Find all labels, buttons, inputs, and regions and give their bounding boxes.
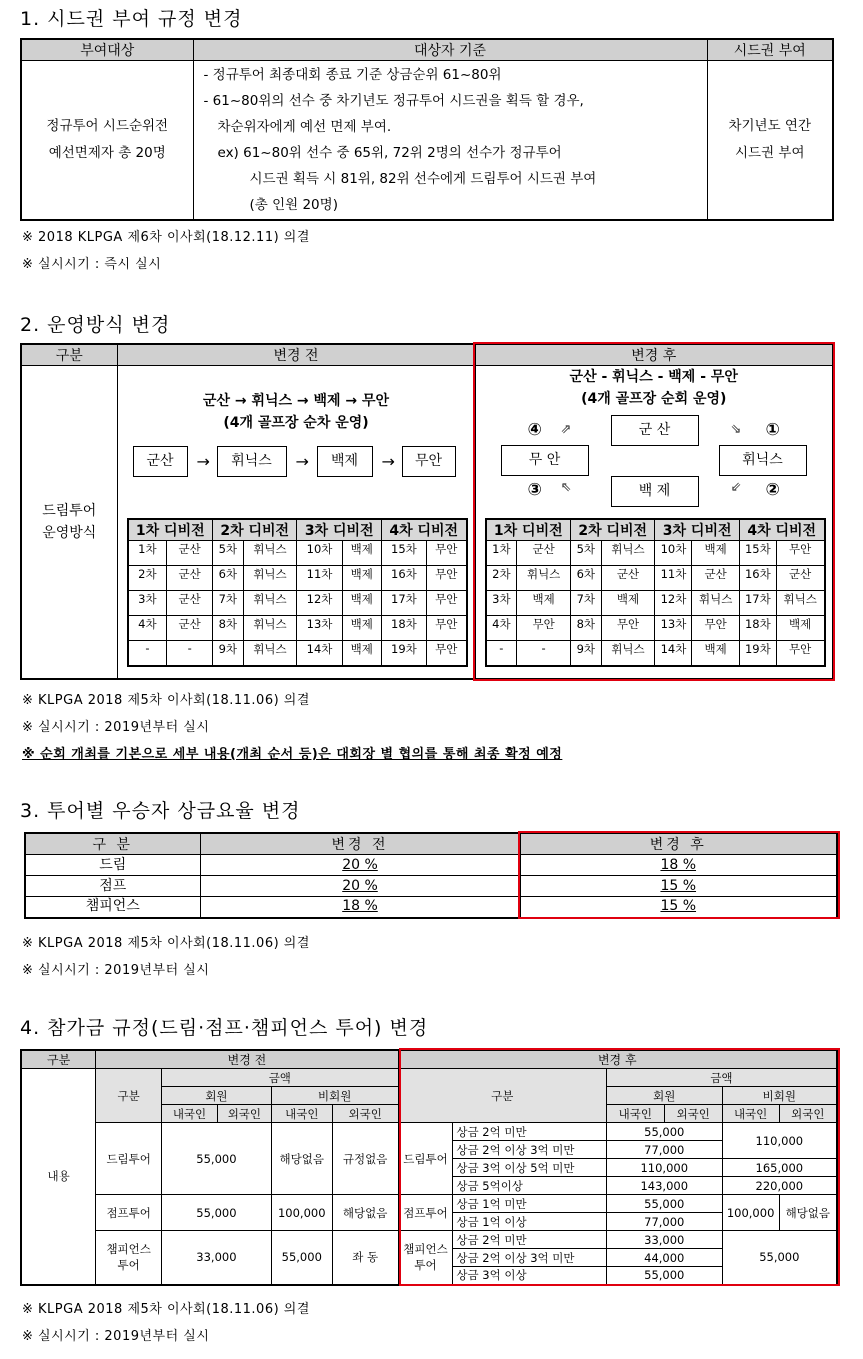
round-cell: 4차 [486,616,517,641]
round-cell: - [486,641,517,666]
round-cell: 17차 [739,591,776,616]
course-cell: 백제 [601,591,655,616]
division-header: 1차 디비전 [486,519,571,541]
prize-condition: 상금 3억 이상 [453,1267,606,1285]
round-cell: 2차 [128,566,167,591]
course-cell: 휘닉스 [243,591,297,616]
round-cell: 15차 [381,541,426,566]
round-cell: 14차 [297,641,342,666]
rate-before: 20 % [342,877,378,894]
nonmember-header: 비회원 [722,1087,837,1105]
nonmember-fee: 165,000 [722,1159,837,1177]
prize-condition: 상금 2억 이상 3억 미만 [453,1141,606,1159]
step-number-2: ② [765,480,780,500]
foreign-header: 외국인 [332,1105,398,1123]
course-cell: 무안 [426,566,466,591]
nonmember-header: 비회원 [271,1087,398,1105]
round-cell: 11차 [297,566,342,591]
rate-before: 20 % [342,856,378,873]
before-dream-label: 드림투어 [96,1123,162,1195]
course-cell: 무안 [776,541,824,566]
course-cell: 백제 [342,616,381,641]
course-box-phoenix: 휘닉스 [217,446,287,477]
round-cell: 15차 [739,541,776,566]
course-box-baekje: 백 제 [611,476,699,507]
criteria-line: ex) 61~80위 선수 중 65위, 72위 2명의 선수가 정규투어 [217,145,562,161]
member-fee: 33,000 [606,1231,722,1249]
section3-note1: ※ KLPGA 2018 제5차 이사회(18.11.06) 의결 [22,936,310,951]
before-flow-line1: 군산 → 휘닉스 → 백제 → 무안 [202,393,390,409]
amount-header: 금액 [606,1069,837,1087]
header-grant: 시드권 부여 [707,39,833,61]
course-cell: 무안 [426,541,466,566]
course-cell: 군산 [167,541,213,566]
course-cell: 휘닉스 [601,641,655,666]
grant-line1: 차기년도 연간 [728,118,812,134]
division-header: 3차 디비전 [297,519,381,541]
header-gubun: 구 분 [25,833,200,855]
before-jump-label: 점프투어 [96,1195,162,1231]
round-cell: 7차 [571,591,602,616]
member-fee: 55,000 [606,1267,722,1285]
round-cell: 10차 [297,541,342,566]
rate-before: 18 % [342,898,378,915]
round-cell: 3차 [128,591,167,616]
section1-note2: ※ 실시시기 : 즉시 실시 [22,257,162,272]
grant-line2: 시드권 부여 [735,145,805,161]
header-gubun: 구분 [21,1050,96,1069]
course-cell: 군산 [167,616,213,641]
course-cell: 휘닉스 [243,641,297,666]
target-cell [21,61,193,221]
course-cell: 백제 [342,641,381,666]
header-after: 변경 후 [520,833,837,855]
diagonal-arrow-down-left-icon: ⇙ [730,480,742,495]
after-division-table [485,518,826,667]
round-cell: 16차 [381,566,426,591]
division-header: 4차 디비전 [381,519,466,541]
section4-note2: ※ 실시시기 : 2019년부터 실시 [22,1329,210,1344]
round-cell: 1차 [128,541,167,566]
criteria-line: - 61~80위의 선수 중 차기년도 정규투어 시드권을 획득 할 경우, [203,93,584,109]
rate-after: 15 % [660,877,697,894]
course-cell: 휘닉스 [776,591,824,616]
round-cell: 18차 [739,616,776,641]
course-cell: 무안 [426,641,466,666]
section4-title: 4. 참가금 규정(드림·점프·챔피언스 투어) 변경 [20,1017,429,1039]
round-cell: 13차 [655,616,692,641]
target-line1: 정규투어 시드순위전 [46,118,169,134]
step-number-3: ③ [527,480,542,500]
course-cell: 휘닉스 [517,566,571,591]
course-cell: 무안 [426,616,466,641]
course-cell: - [517,641,571,666]
course-cell: 무안 [692,616,739,641]
before-jump-nonmember-foreign: 해당없음 [332,1195,398,1231]
round-cell: 4차 [128,616,167,641]
before-jump-member: 55,000 [162,1195,272,1231]
prize-condition: 상금 3억 이상 5억 미만 [453,1159,606,1177]
grant-cell [707,61,833,221]
domestic-header: 내국인 [606,1105,664,1123]
division-header: 2차 디비전 [571,519,655,541]
round-cell: - [128,641,167,666]
prize-condition: 상금 1억 이상 [453,1213,606,1231]
before-champ-nonmember-domestic: 55,000 [271,1231,332,1285]
course-cell: 무안 [601,616,655,641]
course-cell: 무안 [426,591,466,616]
round-cell: 17차 [381,591,426,616]
content-label: 내용 [21,1069,96,1285]
course-cell: 무안 [776,641,824,666]
before-champ-nonmember-foreign: 좌 동 [332,1231,398,1285]
course-box-baekje: 백제 [317,446,373,477]
rate-after: 15 % [660,898,697,915]
champ-label-line1: 챔피언스 [106,1242,151,1257]
course-cell: 휘닉스 [243,616,297,641]
before-panel [117,366,475,680]
round-cell: 5차 [571,541,602,566]
course-cell: 백제 [342,591,381,616]
section2-note3: ※ 순회 개최를 기본으로 세부 내용(개최 순서 등)은 대회장 별 협의를 통해 최종 확정 예정 [22,747,563,762]
operation-table [20,343,834,680]
round-cell: 3차 [486,591,517,616]
course-box-gunsan: 군산 [133,446,188,477]
champ-label-line2: 투어 [414,1258,437,1273]
round-cell: 14차 [655,641,692,666]
step-number-4: ④ [527,420,542,440]
prize-condition: 상금 2억 이상 3억 미만 [453,1249,606,1267]
diagonal-arrow-up-left-icon: ⇖ [560,480,572,495]
diagonal-arrow-down-right-icon: ⇘ [730,422,742,437]
round-cell: 13차 [297,616,342,641]
division-header: 2차 디비전 [213,519,297,541]
before-flow-line2: (4개 골프장 순차 운영) [223,415,369,431]
after-jump-label: 점프투어 [398,1195,453,1231]
round-cell: 5차 [213,541,244,566]
amount-header: 금액 [162,1069,398,1087]
course-cell: 휘닉스 [601,541,655,566]
member-fee: 55,000 [606,1123,722,1141]
section1-note1: ※ 2018 KLPGA 제6차 이사회(18.12.11) 의결 [22,230,310,245]
section1-title: 1. 시드권 부여 규정 변경 [20,8,243,30]
nonmember-domestic-fee: 100,000 [722,1195,779,1231]
before-champ-member: 33,000 [162,1231,272,1285]
header-after: 변경 후 [398,1050,837,1069]
course-cell: 백제 [342,566,381,591]
member-fee: 44,000 [606,1249,722,1267]
course-cell: 군산 [601,566,655,591]
course-cell: 백제 [517,591,571,616]
header-gubun: 구분 [21,344,117,366]
course-box-muan: 무안 [402,446,456,477]
diagonal-arrow-up-right-icon: ⇗ [560,422,572,437]
round-cell: 19차 [381,641,426,666]
champ-label-line1: 챔피언스 [403,1242,448,1257]
round-cell: 9차 [571,641,602,666]
header-criteria: 대상자 기준 [193,39,707,61]
criteria-line: 차순위자에게 예선 면제 부여. [217,119,392,135]
after-panel [475,366,833,680]
member-fee: 110,000 [606,1159,722,1177]
domestic-header: 내국인 [271,1105,332,1123]
header-before: 변경 전 [117,344,475,366]
round-cell: 10차 [655,541,692,566]
after-champ-label [398,1231,453,1285]
division-header: 1차 디비전 [128,519,213,541]
step-number-1: ① [765,420,780,440]
prize-rate-table [24,832,838,919]
prize-condition: 상금 2억 미만 [453,1231,606,1249]
member-header: 회원 [162,1087,272,1105]
header-after: 변경 후 [475,344,833,366]
entry-fee-table [20,1049,838,1286]
foreign-header: 외국인 [217,1105,271,1123]
criteria-cell [193,61,707,221]
round-cell: 6차 [213,566,244,591]
division-header: 4차 디비전 [739,519,824,541]
round-cell: 11차 [655,566,692,591]
domestic-header: 내국인 [722,1105,779,1123]
criteria-line: 시드권 획득 시 81위, 82위 선수에게 드림투어 시드권 부여 [249,171,597,187]
prize-condition: 상금 1억 미만 [453,1195,606,1213]
before-dream-member: 55,000 [162,1123,272,1195]
course-cell: 백제 [342,541,381,566]
member-fee: 55,000 [606,1195,722,1213]
operation-label [21,366,117,680]
before-champ-label [96,1231,162,1285]
course-cell: - [167,641,213,666]
criteria-line: (총 인원 20명) [249,197,338,213]
section3-title: 3. 투어별 우승자 상금요율 변경 [20,800,301,822]
rate-after: 18 % [660,856,697,873]
foreign-header: 외국인 [664,1105,722,1123]
member-header: 회원 [606,1087,722,1105]
course-cell: 휘닉스 [692,591,739,616]
nonmember-fee: 55,000 [722,1231,837,1285]
round-cell: 18차 [381,616,426,641]
round-cell: 19차 [739,641,776,666]
header-before: 변경 전 [200,833,520,855]
division-header: 3차 디비전 [655,519,739,541]
before-jump-nonmember-domestic: 100,000 [271,1195,332,1231]
tour-name: 드림 [25,855,200,876]
label-line2: 운영방식 [42,525,97,541]
label-line1: 드림투어 [42,503,97,519]
prize-condition: 상금 2억 미만 [453,1123,606,1141]
round-cell: 8차 [213,616,244,641]
round-cell: 7차 [213,591,244,616]
before-dream-nonmember-foreign: 규정없음 [332,1123,398,1195]
section2-title: 2. 운영방식 변경 [20,314,171,336]
course-cell: 백제 [692,641,739,666]
round-cell: 1차 [486,541,517,566]
sub-gubun: 구분 [398,1069,606,1123]
foreign-header: 외국인 [779,1105,837,1123]
course-cell: 군산 [692,566,739,591]
course-cell: 백제 [776,616,824,641]
course-box-muan: 무 안 [501,445,589,476]
course-cell: 군산 [167,591,213,616]
target-line2: 예선면제자 총 20명 [48,145,166,161]
round-cell: 9차 [213,641,244,666]
criteria-line: - 정규투어 최종대회 종료 기준 상금순위 61~80위 [203,67,502,83]
round-cell: 16차 [739,566,776,591]
champ-label-line2: 투어 [117,1258,140,1273]
course-box-phoenix: 휘닉스 [719,445,807,476]
tour-name: 챔피언스 [25,897,200,918]
round-cell: 8차 [571,616,602,641]
course-cell: 휘닉스 [243,566,297,591]
prize-condition: 상금 5억이상 [453,1177,606,1195]
after-dream-label: 드림투어 [398,1123,453,1195]
domestic-header: 내국인 [162,1105,218,1123]
course-cell: 군산 [776,566,824,591]
section3-note2: ※ 실시시기 : 2019년부터 실시 [22,963,210,978]
arrow-icon: → [196,452,210,471]
course-cell: 군산 [167,566,213,591]
section4-note1: ※ KLPGA 2018 제5차 이사회(18.11.06) 의결 [22,1302,310,1317]
header-target: 부여대상 [21,39,193,61]
round-cell: 12차 [655,591,692,616]
course-cell: 백제 [692,541,739,566]
arrow-icon: → [295,452,309,471]
course-cell: 무안 [517,616,571,641]
course-cell: 휘닉스 [243,541,297,566]
member-fee: 143,000 [606,1177,722,1195]
seed-rule-table [20,38,834,221]
nonmember-fee: 220,000 [722,1177,837,1195]
course-box-gunsan: 군 산 [611,415,699,446]
sub-gubun: 구분 [96,1069,162,1123]
round-cell: 2차 [486,566,517,591]
member-fee: 77,000 [606,1213,722,1231]
before-dream-nonmember-domestic: 해당없음 [271,1123,332,1195]
arrow-icon: → [381,452,395,471]
course-cell: 군산 [517,541,571,566]
nonmember-foreign-fee: 해당없음 [779,1195,837,1231]
nonmember-fee: 110,000 [722,1123,837,1159]
after-flow-line1: 군산 - 휘닉스 - 백제 - 무안 [569,369,738,385]
after-flow-line2: (4개 골프장 순회 운영) [581,391,727,407]
section2-note1: ※ KLPGA 2018 제5차 이사회(18.11.06) 의결 [22,693,310,708]
before-division-table [127,518,468,667]
member-fee: 77,000 [606,1141,722,1159]
round-cell: 12차 [297,591,342,616]
section2-note2: ※ 실시시기 : 2019년부터 실시 [22,720,210,735]
header-before: 변경 전 [96,1050,398,1069]
tour-name: 점프 [25,876,200,897]
round-cell: 6차 [571,566,602,591]
